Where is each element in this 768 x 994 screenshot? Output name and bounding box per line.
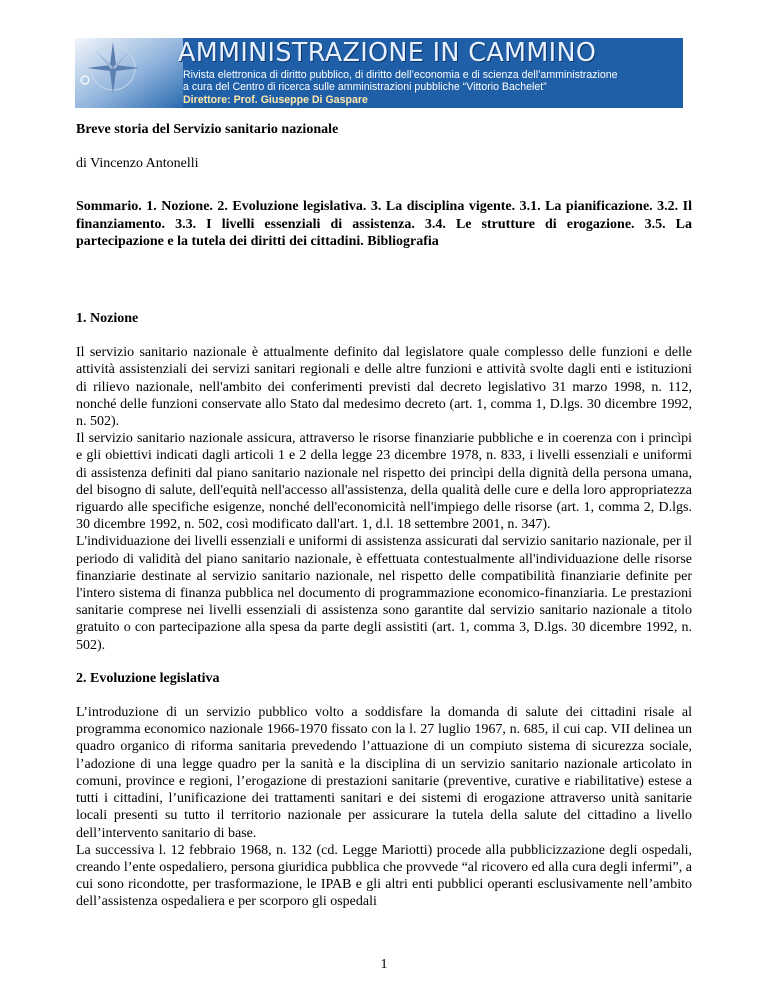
paragraph: Il servizio sanitario nazionale è attualmente definito dal legislatore quale complesso delle funzioni e delle attività assistenziali dei servizi sanitari regionali e delle altre funzioni e attività svolte dagli enti e istituzioni di rilievo nazionale, nell'ambito dei conferimenti previsti dal decreto legislativo 31 marzo 1998, n. 112, nonché delle funzioni conservate allo Stato dal medesimo decreto (art. 1, comma 1, D.lgs. 30 dicembre 1992, n. 502). bbox=[76, 345, 692, 430]
journal-director: Direttore: Prof. Giuseppe Di Gaspare bbox=[183, 94, 368, 106]
page-number: 1 bbox=[380, 957, 388, 972]
section-heading-evoluzione: 2. Evoluzione legislativa bbox=[76, 670, 220, 686]
paragraph: L’introduzione di un servizio pubblico volto a soddisfare la domanda di salute dei cittadini risale al programma economico nazionale 1966-1970 fissato con la l. 27 luglio 1967, n. 685, il cui cap. VII delinea un quadro organico di riforma sanitaria prevedendo l’attuazione di un compiuto sistema di sicurezza sociale, l’adozione di una legge quadro per la sanità e la disciplina di un servizio sanitario nazionale articolato in comuni, province e regioni, l’erogazione di prestazioni sanitarie (preventive, curative e riabilitative) estese a tutti i cittadini, l’unificazione dei trattamenti sanitari e dei sistemi di erogazione attraverso unità sanitarie locali presenti su tutto il territorio nazionale per assicurare la tutela della salute del cittadino a livello dell’intervento sanitario di base. bbox=[76, 705, 692, 841]
paragraph: L'individuazione dei livelli essenziali e uniformi di assistenza assicurati dal servizio sanitario nazionale, per il periodo di validità del piano sanitario nazionale, è effettuata contestualmente all'individuazione delle risorse finanziarie destinate al servizio sanitario nazionale, nel rispetto delle compatibilità finanziarie definite per l'intero sistema di finanza pubblica nel documento di programmazione economico-finanziaria. Le prestazioni sanitarie comprese nei livelli essenziali di assistenza sono garantite dal servizio sanitario nazionale a titolo gratuito o con partecipazione alla spesa da parte degli assistiti (art. 1, comma 3, D.lgs. 30 dicembre 1992, n. 502). bbox=[76, 534, 692, 653]
document-summary: Sommario. 1. Nozione. 2. Evoluzione legislativa. 3. La disciplina vigente. 3.1. La pianificazione. 3.2. Il finanziamento. 3.3. I livelli essenziali di assistenza. 3.4. Le strutture di erogazione. 3.5. La partecipazione e la tutela dei diritti dei cittadini. Bibliografia bbox=[76, 199, 692, 249]
journal-title: AMMINISTRAZIONE IN CAMMINO bbox=[178, 38, 597, 68]
paragraph: La successiva l. 12 febbraio 1968, n. 132 (cd. Legge Mariotti) procede alla pubblicizzazione degli ospedali, creando l’ente ospedaliero, persona giuridica pubblica che provvede “al ricovero ed alla cura degli infermi”, a cui sono ricondotte, per trasformazione, le IPAB e gli altri enti pubblici operanti esclusivamente nell’ambito dell’assistenza ospedaliera e per scorporo gli ospedali bbox=[76, 842, 692, 910]
document-author: di Vincenzo Antonelli bbox=[76, 156, 199, 172]
journal-banner bbox=[75, 38, 683, 108]
compass-rose-logo-icon bbox=[75, 38, 183, 108]
document-title: Breve storia del Servizio sanitario nazionale bbox=[76, 122, 339, 137]
journal-publisher: a cura del Centro di ricerca sulle amministrazioni pubbliche “Vittorio Bachelet” bbox=[183, 81, 547, 93]
journal-subtitle: Rivista elettronica di diritto pubblico, di diritto dell’economia e di scienza dell’amministrazione bbox=[183, 69, 618, 81]
section-heading-nozione: 1. Nozione bbox=[76, 311, 139, 327]
paragraph: Il servizio sanitario nazionale assicura, attraverso le risorse finanziarie pubbliche e in coerenza con i princìpi e gli obiettivi indicati dagli articoli 1 e 2 della legge 23 dicembre 1978, n. 833, i livelli essenziali e uniformi di assistenza definiti dal piano sanitario nazionale nel rispetto dei princìpi della dignità della persona umana, del bisogno di salute, dell'equità nell'accesso all'assistenza, della qualità delle cure e della loro appropriatezza riguardo alle specifiche esigenze, nonché dell'economicità nell'impiego delle risorse (art. 1, comma 2, D.lgs. 30 dicembre 1992, n. 502, così modificato dall'art. 1, d.l. 18 settembre 2001, n. 347). bbox=[76, 431, 692, 533]
document-body bbox=[76, 116, 692, 911]
